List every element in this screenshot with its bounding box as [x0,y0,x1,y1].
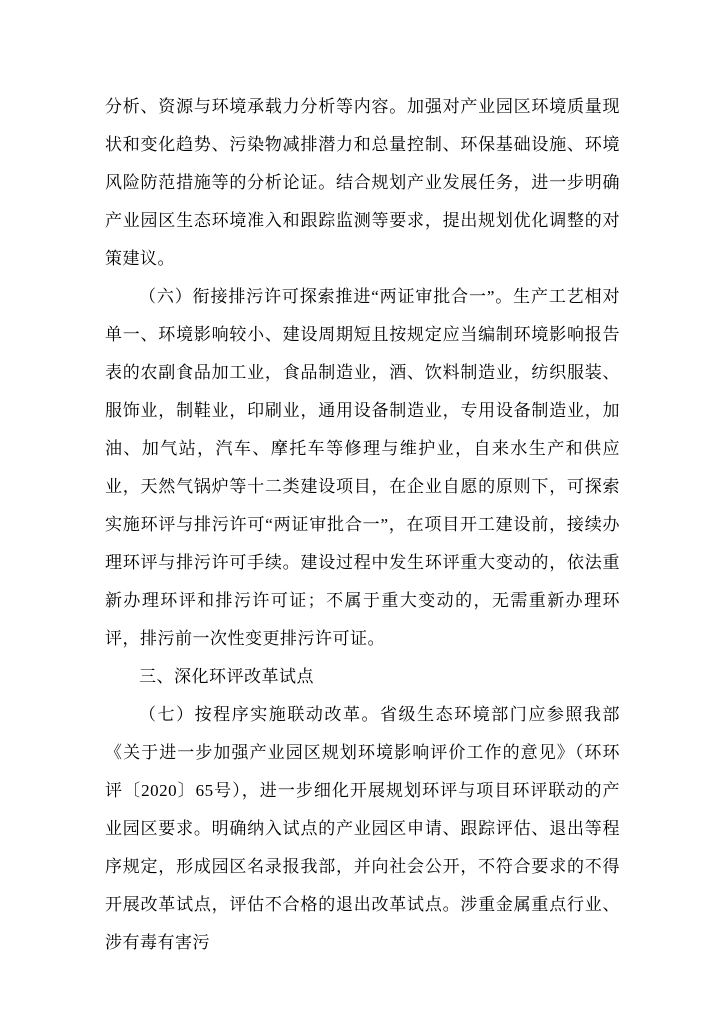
paragraph-continuation: 分析、资源与环境承载力分析等内容。加强对产业园区环境质量现状和变化趋势、污染物减排潜力和总量控制、环保基础设施、环境风险防范措施等的分析论证。结合规划产业发展任务，进一步明确产业园区生态环境准入和跟踪监测等要求，提出规划优化调整的对策建议。 [105,97,620,268]
paragraph-item-seven: （七）按程序实施联动改革。省级生态环境部门应参照我部《关于进一步加强产业园区规划环境影响评价工作的意见》（环环评〔2020〕65号），进一步细化开展规划环评与项目环评联动的产业园区要求。明确纳入试点的产业园区申请、跟踪评估、退出等程序规定，形成园区名录报我部，并向社会公开，不符合要求的不得开展改革试点，评估不合格的退出改革试点。涉重金属重点行业、涉有毒有害污 [105,705,620,952]
section-heading: 三、深化环评改革试点 [139,667,314,686]
paragraph-item-six: （六）衔接排污许可探索推进“两证审批合一”。生产工艺相对单一、环境影响较小、建设周期短且按规定应当编制环境影响报告表的农副食品加工业，食品制造业，酒、饮料制造业，纺织服装、服饰业，制鞋业，印刷业，通用设备制造业，专用设备制造业，加油、加气站，汽车、摩托车等修理与维护业，自来水生产和供应业，天然气锅炉等十二类建设项目，在企业自愿的原则下，可探索实施环评与排污许可“两证审批合一”，在项目开工建设前，接续办理环评与排污许可手续。建设过程中发生环评重大变动的，依法重新办理环评和排污许可证；不属于重大变动的，无需重新办理环评，排污前一次性变更排污许可证。 [105,287,620,648]
